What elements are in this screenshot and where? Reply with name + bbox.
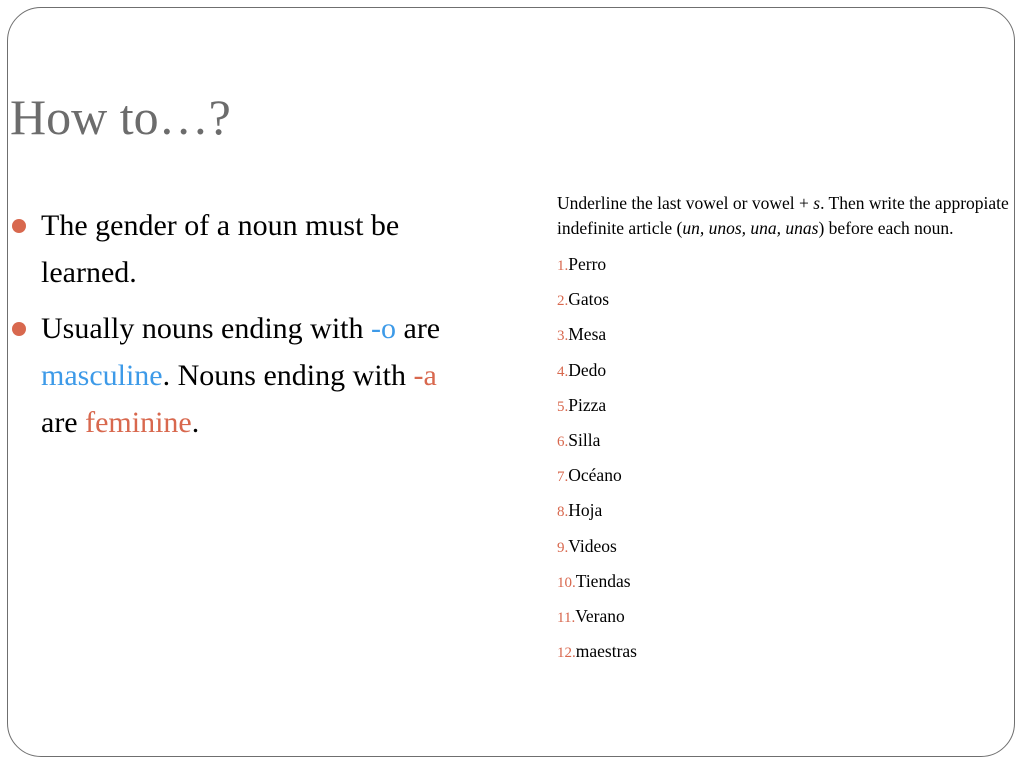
item-word: Silla	[568, 430, 601, 451]
bullet-item-endings	[12, 305, 452, 446]
item-number: 5.	[557, 398, 569, 415]
instructions-text: ) before each noun.	[818, 217, 954, 238]
instructions-s-letter: s	[813, 193, 821, 213]
item-number: 10.	[557, 574, 576, 591]
exercise-panel	[557, 191, 1009, 670]
item-word: Pizza	[568, 394, 607, 415]
item-word: Verano	[575, 606, 625, 627]
bullet-text-part: are	[41, 406, 86, 439]
ending-o: -o	[371, 312, 396, 345]
item-word: Tiendas	[575, 570, 631, 591]
item-word: Mesa	[568, 324, 607, 345]
exercise-item-list	[557, 248, 1009, 670]
item-number: 12.	[557, 645, 576, 662]
bullet-item-gender	[12, 202, 452, 296]
item-word: Dedo	[568, 359, 607, 380]
item-number: 6.	[557, 434, 569, 451]
bullet-text-part: are	[396, 312, 441, 345]
ending-a: -a	[413, 359, 437, 392]
instructions-text: Underline the last vowel or vowel +	[557, 193, 814, 213]
exercise-item	[557, 389, 1009, 424]
item-number: 11.	[557, 610, 576, 627]
slide-title: How to…?	[10, 89, 231, 145]
exercise-item	[557, 459, 1009, 494]
bullet-dot-icon	[12, 322, 26, 336]
item-word: Hoja	[568, 500, 603, 521]
exercise-item	[557, 530, 1009, 565]
exercise-item	[557, 283, 1009, 318]
exercise-item	[557, 248, 1009, 283]
item-word: Océano	[568, 465, 622, 486]
item-number: 8.	[557, 504, 569, 521]
exercise-item	[557, 600, 1009, 635]
item-number: 9.	[557, 539, 569, 556]
item-word: maestras	[575, 641, 637, 662]
item-number: 3.	[557, 328, 569, 345]
item-word: Gatos	[568, 289, 610, 310]
bullet-list	[12, 202, 452, 455]
bullet-text-part: Usually nouns ending with	[41, 312, 371, 345]
exercise-item	[557, 424, 1009, 459]
bullet-text-part: .	[191, 406, 200, 439]
feminine-word: feminine	[85, 406, 192, 439]
bullet-text: The gender of a noun must be learned.	[41, 209, 400, 289]
instructions-text: . Then write the appropiate indefinite article (	[557, 193, 1009, 238]
item-number: 7.	[557, 469, 569, 486]
exercise-item	[557, 354, 1009, 389]
bullet-dot-icon	[12, 219, 26, 233]
instructions-articles: un, unos, una, unas	[682, 217, 819, 238]
exercise-instructions	[557, 191, 1009, 240]
exercise-item	[557, 318, 1009, 353]
item-word: Videos	[568, 535, 617, 556]
exercise-item	[557, 565, 1009, 600]
masculine-word: masculine	[41, 359, 163, 392]
item-number: 4.	[557, 363, 569, 380]
exercise-item	[557, 635, 1009, 670]
item-word: Perro	[568, 254, 607, 274]
item-number: 2.	[557, 293, 569, 310]
bullet-text-part: . Nouns ending with	[162, 359, 414, 392]
exercise-item	[557, 494, 1009, 529]
item-number: 1.	[557, 258, 569, 274]
